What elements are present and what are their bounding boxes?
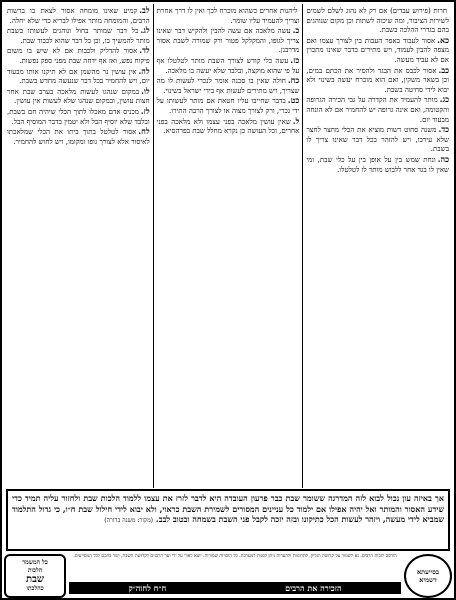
paragraph-text: אסור להדליק ולכבות אם לא שיש בו משום פיקוח נפש, ואז אף ידחה שבת מפני ספק נפשות. xyxy=(6,47,150,65)
paragraph xyxy=(306,6,449,36)
paragraph-text: מכניס אדם מאכלו לתוך הכלי שיהיה חם בשבת, ובלבד שלא יוסיף הבל ולא יטמין בדבר המוסיף הבל. xyxy=(6,107,150,126)
paragraph xyxy=(7,127,150,147)
seal-line: כל המשמר xyxy=(22,559,48,567)
bar-left-text: ח״ח לחוה״ק xyxy=(128,583,167,593)
fine-print: הודפס לזכות הרבים. נא לשמור על קדושת הגליון. לתרומות ולהערות ניתן לפנות למערכת. כל הזכויות שמורות. יוצא לאור על ידי ועד הרבנים לקדושת השבת, ישר כחכם לכל המסייעים. xyxy=(73,554,397,559)
paragraph xyxy=(157,6,300,26)
paragraph-text: עשה מלאכה אם עשה להבין ולהקיש דבר שאינו צריך לגופו, והמקלקל פטור ורק שמורה לשבת אסור מדרבנן. xyxy=(156,27,300,55)
notice-text: אך באיזה עון נכול לבוא לזה המדרגה ששומר שבת כבר פרעון העובדה היא לדבר לזרז את עצמו ללמוד הלכות שבת ולחזור עליה תמיד כדי שידע האסור והמותר ואל יהיה אפילו אם ילמוד כל עניינים המסורים לשמירת השבת כראוי, ולא יבוא לידי חילול שבת ח״ו, כי גדול התלמוד שמביא לידי מעשה, ויזהר לעשות הכל כתיקונו ובזה יזכה לקבל פני השבת בשמחה ובטוב לבב. xyxy=(12,493,444,525)
paragraph xyxy=(7,46,150,66)
paragraph xyxy=(7,107,150,127)
paragraph-number: כז. xyxy=(290,54,300,65)
paragraph-number: לו. xyxy=(141,85,150,96)
column-left xyxy=(4,4,153,488)
bar-right-text: הזכירה את הרבים xyxy=(285,583,342,593)
paragraph xyxy=(157,26,300,56)
paragraph xyxy=(7,26,150,46)
seal-box xyxy=(4,554,66,598)
paragraph-number: לג. xyxy=(140,25,150,36)
circle-text: בסייעתא דשמיא xyxy=(416,568,440,584)
paragraph xyxy=(306,36,449,66)
paragraph xyxy=(157,117,300,137)
paragraph-number: כא. xyxy=(437,34,449,45)
paragraph xyxy=(306,95,449,125)
circle-emblem xyxy=(404,554,452,598)
paragraph-text: אסור לעבוד באפר העבות בין לצורך עצמו ואם מצפה להבין לעמוד, ויש מתירים בדבר שאינו מתכוין אם לא עביד מעשה. xyxy=(306,36,449,64)
paragraph-number: ל. xyxy=(292,115,300,126)
footer xyxy=(4,554,452,598)
paragraph-number: כט. xyxy=(287,95,300,106)
seal-line: כהלכתו xyxy=(26,585,44,593)
paragraph xyxy=(157,56,300,76)
paragraph xyxy=(306,66,449,96)
seal-line: שבת xyxy=(26,574,44,586)
column-middle xyxy=(153,4,303,488)
paragraph-number: לב. xyxy=(139,5,150,15)
column-right xyxy=(302,4,452,488)
paragraph-number: לח. xyxy=(138,126,150,137)
paragraph-text: כל דבר שמותר בחול ונוהגים לעשותו בשבת מותר להמשיך בו, וכן כל דבר שהוא לכבוד שבת. xyxy=(6,27,150,45)
paragraph-text: קמיע שאינו מומחה אסור לצאת בו ברשות הרבים, והמומחה מותר אפילו לבריא כדי שלא יחלה. xyxy=(6,7,150,25)
paragraph-number: כח. xyxy=(287,75,300,86)
paragraph-number: כ. xyxy=(292,25,300,36)
paragraph-number: כה. xyxy=(437,153,449,164)
seal-line: הלכות xyxy=(27,566,43,574)
paragraph-text: בדבר שחייבו עליו חטאת אם מותר לעשותו על ידי נכרי, ורק לצורך מצוה או לצורך הרבה התירו. xyxy=(156,97,300,115)
notice-source: (מקור: משנה ברורה) xyxy=(104,517,153,525)
paragraph-text: ליהנות אחרים כשהוא מוכרח לכך ואין לו דרך אחרת וצריך להעמיד עליו שומר. xyxy=(156,7,300,25)
paragraph-text: ונחת שמש בין על אופן בין על כלי שבת, ומי שאין לו בגד אחר ללבוש מותר לו לטלטלו. xyxy=(306,155,449,174)
paragraph xyxy=(306,125,449,155)
paragraph-text: אסור לטלטל בתוך ביתו את הכלי שמלאכתו לאיסור אלא לצורך גופו ומקומו, ויש לחוש להחמיר. xyxy=(6,128,150,146)
text-columns xyxy=(4,4,452,488)
notice-box xyxy=(6,489,450,551)
paragraph xyxy=(7,67,150,87)
paragraph-number: לז. xyxy=(140,105,150,116)
paragraph-text: אסור לכבס את הבגד ולהסיר את הכתם במים, וכן בשאר משקין, ואם הוא מוכרח יעשה בשינוי ולא יבוא לידי סחיטה בשבת. xyxy=(306,66,449,94)
paragraph xyxy=(7,87,150,107)
paragraph-number: לה. xyxy=(138,65,150,76)
paragraph-number: כד. xyxy=(438,124,449,135)
paragraph-text: משנה סחוט רשות מוציא את הכלי מחצר לחצר שלא עירבו, ויש להזהר בכל דבר שאינו צריך לו בשבת. xyxy=(306,126,449,154)
paragraph-text: אין עושין נר מהשמן אם לא תיקנו אותו מבעוד יום, ויש להחמיר בכל דבר שנעשה מחדש בשבת. xyxy=(6,67,150,86)
paragraph-number: כג. xyxy=(439,94,449,105)
paragraph-text: מותר להעמיד את הקדרה על גבי הכירה הגרופה והקטומה, ואם אינה גרופה יש להחמיר אם לא הונחה מבעוד יום. xyxy=(306,96,449,124)
paragraph xyxy=(157,96,300,116)
footer-middle xyxy=(66,554,404,598)
paragraph xyxy=(7,6,150,26)
footer-bar xyxy=(69,582,401,594)
paragraph-number: כב. xyxy=(438,64,449,75)
paragraph-text: שאין עושין מלאכה בפני עצמו ולא מלאכה בפני אחרים, וכל העושה כן נקרא מחלל שבת בפרהסיא. xyxy=(156,117,300,136)
paragraph-text: חולה שאין בו סכנה אומר לנכרי לעשות לו מה שצריך, ויש מתירים לעשות אף בידי ישראל בשינוי. xyxy=(156,77,300,95)
paragraph-text: במקום שנהגו לעשות מלאכה בערב שבת אחר חצות עושין, ובמקום שנהגו שלא לעשות אין עושין. xyxy=(6,87,150,106)
paragraph xyxy=(306,155,449,175)
paragraph-text: עשה כלי קודש לצורך השבת מותר לטלטלו אף על פי שהוא מוקצה, ובלבד שלא יעשה בו מלאכה. xyxy=(156,56,300,75)
paragraph-text: חרות (פירוש עבדים) אם רק לא נהוג לשלם לשמים לשירות הציבור, ומה שיכוה לשתות וכן מקום שנוהגים בהם בגדרי ההלכה בשבת. xyxy=(306,7,449,35)
paragraph-number: לד. xyxy=(139,45,150,56)
paragraph xyxy=(157,76,300,96)
